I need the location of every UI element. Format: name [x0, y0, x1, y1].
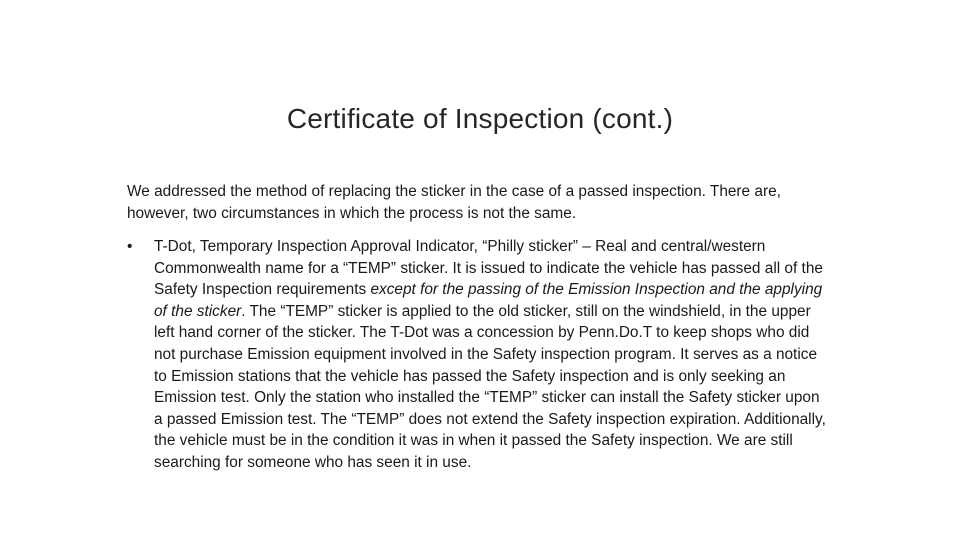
- slide-title: Certificate of Inspection (cont.): [286, 103, 674, 134]
- bullet-marker: •: [127, 238, 133, 255]
- bullet-text: [154, 236, 831, 474]
- intro-paragraph: We addressed the method of replacing the sticker in the case of a passed inspection. There are, however, two circumstances in which the process is not the same.: [127, 183, 781, 222]
- bullet-text-part2: . The “TEMP” sticker is applied to the old sticker, still on the windshield, in the upper left hand corner of the sticker. The T-Dot was a concession by Penn.Do.T to keep shops who did not purchase Emission equipment involved in the Safety inspection program. It serves as a notice to Emission stations that the vehicle has passed the Safety inspection and is only seeking an Emission test. Only the station who installed the “TEMP” sticker can install the Safety sticker upon a passed Emission test. The “TEMP” does not extend the Safety inspection expiration. Additionally, the vehicle must be in the condition it was in when it passed the Safety inspection. We are still searching for someone who has seen it in use.: [154, 302, 826, 471]
- bullet-text-part1: T-Dot, Temporary Inspection Approval Indicator, “Philly sticker” – Real and central/western Commonwealth name for a “TEMP” sticker. It is issued to indicate the vehicle has passed all of the Safety Inspection requirements: [154, 238, 823, 299]
- bullet-text-italic: except for the passing of the Emission Inspection and the applying of the sticker: [154, 281, 823, 320]
